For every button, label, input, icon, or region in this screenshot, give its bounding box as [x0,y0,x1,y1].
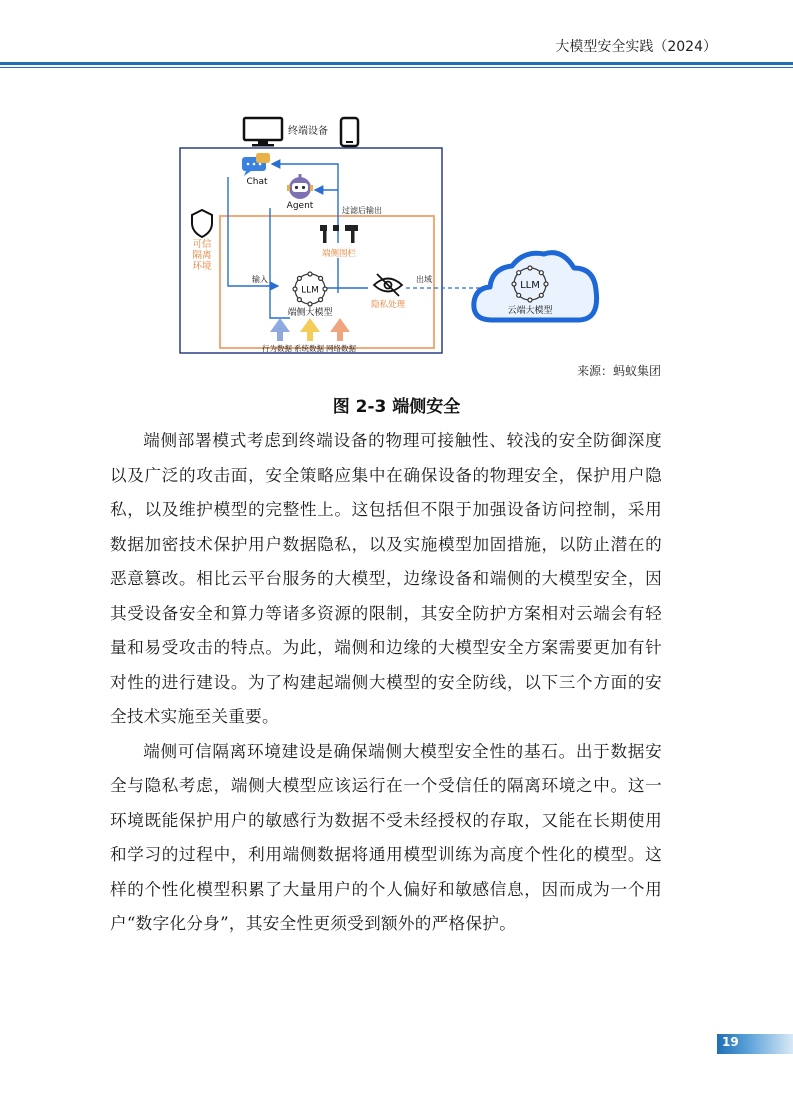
edge-llm-label: LLM [301,285,319,296]
egress-label: 出域 [416,275,432,284]
agent-label: Agent [286,201,314,211]
guardrail-label: 端侧围栏 [321,249,357,259]
data-label-network: 网络数据 [326,344,356,353]
trusted-env-label-1: 可信 [192,239,212,250]
edge-security-diagram [170,108,620,360]
body-text [110,424,662,942]
privacy-label: 隐私处理 [370,300,406,310]
filter-output-label: 过滤后输出 [342,206,382,215]
monitor-icon [244,118,282,147]
page-number: 19 [722,1035,739,1049]
shield-icon [192,210,212,237]
header-rule [0,62,793,65]
paragraph: 端侧部署模式考虑到终端设备的物理可接触性、较浅的安全防御深度以及广泛的攻击面，安全策略应集中在确保设备的物理安全，保护用户隐私，以及维护模型的完整性上。这包括但不限于加强设备访问控制，采用数据加密技术保护用户数据隐私，以及实施模型加固措施，以防止潜在的恶意篡改。相比云平台服务的大模型，边缘设备和端侧的大模型安全，因其受设备安全和算力等诸多资源的限制，其安全防护方案相对云端会有轻量和易受攻击的特点。为此，端侧和边缘的大模型安全方案需要更加有针对性的进行建设。为了构建起端侧大模型的安全防线，以下三个方面的安全技术实施至关重要。 [110,431,662,726]
cloud-model-label: 云端大模型 [507,306,553,316]
chat-label: Chat [246,177,268,187]
chat-icon [242,153,270,176]
input-label: 输入 [252,275,268,284]
data-arrows [270,318,350,341]
terminal-label: 终端设备 [288,126,328,137]
robot-icon [287,174,313,199]
phone-icon [341,118,358,146]
trusted-env-label-2: 隔离 [192,250,212,261]
header-rule-thin [0,67,793,68]
trusted-env-label-3: 环境 [192,261,212,272]
guardrail-icon [320,225,358,243]
eye-slash-icon [374,274,402,296]
cloud-llm-label: LLM [520,280,540,291]
edge-model-label: 端侧大模型 [287,308,333,318]
header-title: 大模型安全实践（2024） [555,39,717,55]
data-label-behavior: 行为数据 [262,344,292,353]
data-label-system: 系统数据 [294,344,324,353]
paragraph: 端侧可信隔离环境建设是确保端侧大模型安全性的基石。出于数据安全与隐私考虑，端侧大模型应该运行在一个受信任的隔离环境之中。这一环境既能保护用户的敏感行为数据不受未经授权的存取，又能在长期使用和学习的过程中，利用端侧数据将通用模型训练为高度个性化的模型。这样的个性化模型积累了大量用户的个人偏好和敏感信息，因而成为一个用户“数字化分身”，其安全性更须受到额外的严格保护。 [110,741,662,933]
figure-source: 来源：蚂蚁集团 [576,364,661,378]
figure-caption: 图 2-3 端侧安全 [332,397,461,417]
